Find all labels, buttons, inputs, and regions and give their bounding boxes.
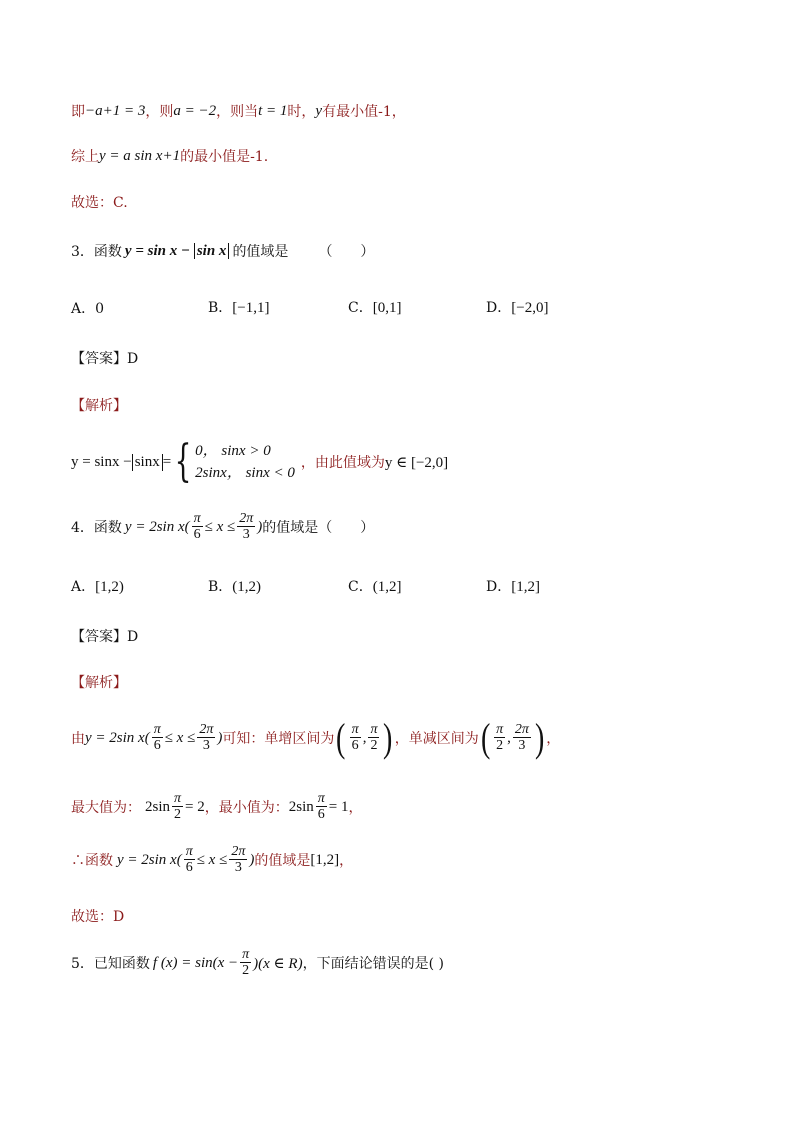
q4-option-b[interactable]: B．(1,2) xyxy=(208,579,262,595)
q4-solution-3: ∴函数 y = 2sin x( $\frac{\pi}{6}$ ≤ x ≤ $\frac{2\pi}{3}$ ) 的值域是 [1,2] ， xyxy=(71,844,354,875)
left-brace: { xyxy=(174,436,192,487)
question-3: 3．函数 y = sin x − sin x 的值域是 （ ） xyxy=(71,242,375,260)
q4-option-a[interactable]: A．[1,2) xyxy=(71,579,124,595)
piecewise-cases: 0， sinx > 0 2sinx， sinx < 0 xyxy=(195,443,295,481)
q3-option-a[interactable]: A．0 xyxy=(71,301,105,317)
q4-solution-1: 由 y = 2sin x( $\frac{\pi}{6}$ ≤ x ≤ $\frac{2\pi}{3}$ ) 可知：单增区间为 ( $\frac{\pi}{6}$ , $\frac{\pi}{2}$ ) ，单减区间为 ( $\frac{\pi}{2}$ , $\frac{2\pi}{3}$ ) ， xyxy=(71,715,561,760)
right-paren: ) xyxy=(383,715,393,760)
left-paren: ( xyxy=(480,715,491,760)
left-paren: ( xyxy=(336,715,346,760)
text-line-2: 综上 y = a sin x+1 的最小值是-1. xyxy=(71,147,269,165)
q3-answer: 【答案】D xyxy=(71,351,139,367)
q4-analysis-title: 【解析】 xyxy=(71,675,127,691)
question-5: 5．已知函数 f (x) = sin(x − $\frac{\pi}{2}$ )(x ∈ R) ，下面结论错误的是( ) xyxy=(71,947,444,978)
question-4: 4．函数 y = 2sin x( $\frac{\pi}{6}$ ≤ x ≤ $\frac{2\pi}{3}$ ) 的值域是（ ） xyxy=(71,511,375,542)
q4-choice: 故选：D xyxy=(71,909,125,925)
text-line-1: 即 −a+1 = 3 ，则 a = −2 ，则当 t = 1 时， y 有最小值-1， xyxy=(71,102,406,120)
q4-option-d[interactable]: D．[1,2] xyxy=(486,579,540,595)
q4-solution-2: 最大值为： 2sin $\frac{\pi}{2}$ = 2 ，最小值为： 2sin $\frac{\pi}{6}$ = 1 ， xyxy=(71,791,363,822)
q3-solution: y = sinx − sinx = { 0， sinx > 0 2sinx， sinx < 0 ，由此值域为 y ∈ [−2,0] xyxy=(71,436,449,487)
q3-analysis-title: 【解析】 xyxy=(71,398,127,414)
q3-option-b[interactable]: B．[−1,1] xyxy=(208,300,270,316)
right-paren: ) xyxy=(534,715,545,760)
q3-option-d[interactable]: D．[−2,0] xyxy=(486,300,549,316)
q4-option-c[interactable]: C．(1,2] xyxy=(348,579,402,595)
q4-answer: 【答案】D xyxy=(71,629,139,645)
choice-line: 故选：C. xyxy=(71,195,128,211)
q3-option-c[interactable]: C．[0,1] xyxy=(348,300,402,316)
